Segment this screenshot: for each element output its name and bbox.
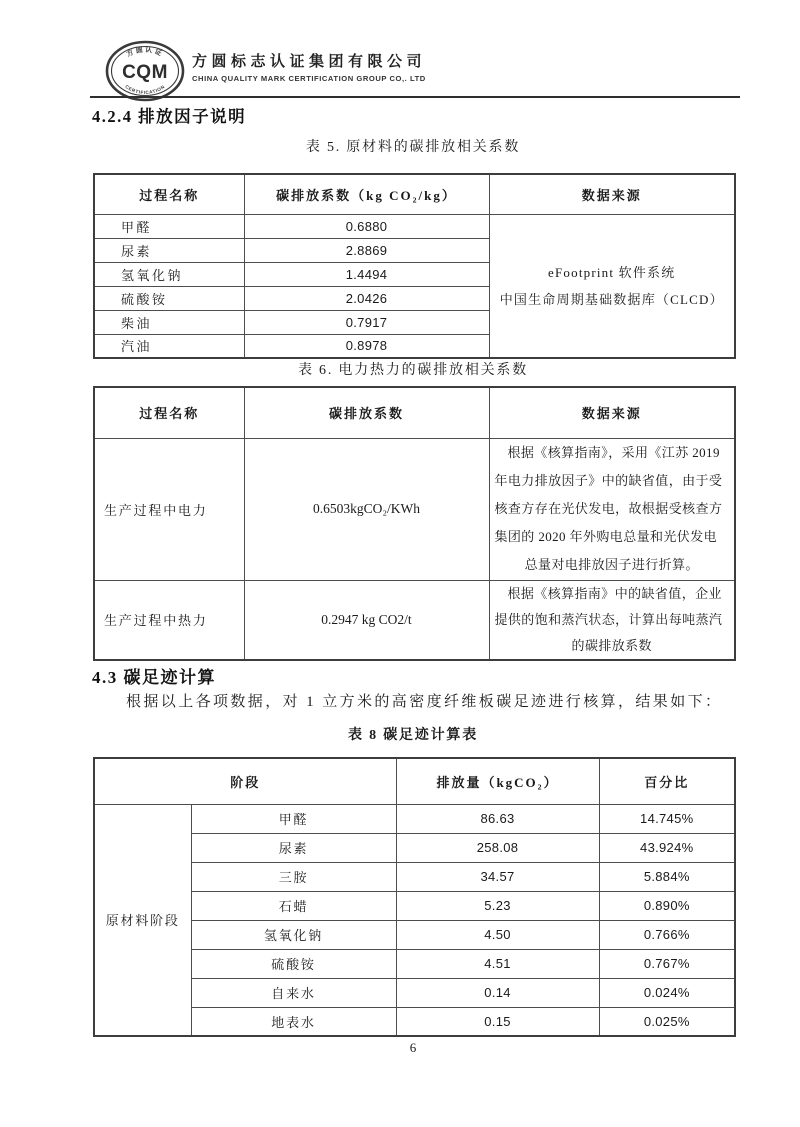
percent-value-cell: 0.024% [599,978,735,1007]
table-row [94,949,735,978]
emission-value-cell: 4.51 [396,949,599,978]
emission-value-cell: 4.50 [396,920,599,949]
section-43-heading: 4.3 碳足迹计算 [92,668,216,687]
table-row [94,833,735,862]
table-header-row [94,758,735,804]
table-raw-material-factors [93,173,736,359]
substance-name-cell: 三胺 [191,862,396,891]
cqm-seal-icon [104,38,186,104]
source-line: eFootprint 软件系统 [548,264,676,280]
section-424-heading: 4.2.4 排放因子说明 [92,107,247,126]
table-row [94,978,735,1007]
process-name-cell: 硫酸铵 [94,286,244,310]
process-name-cell: 氢氧化钠 [94,262,244,286]
percent-value-cell: 0.766% [599,920,735,949]
t8-col-percent: 百分比 [599,758,735,804]
source-line: 总量对电排放因子进行折算。 [524,557,699,573]
logo-abbr-text: CQM [122,62,168,83]
factor-value-cell: 2.8869 [244,238,489,262]
source-line: 核查方存在光伏发电，故根据受核查方 [494,500,723,516]
t6-col-process: 过程名称 [94,387,244,438]
factor-value-cell: 0.6503kgCO₂/KWh [244,438,489,580]
source-line: 根据《核算指南》中的缺省值，企业 [507,585,722,601]
substance-name-cell: 硫酸铵 [191,949,396,978]
table-header-row [94,387,735,438]
percent-value-cell: 5.884% [599,862,735,891]
percent-value-cell: 0.767% [599,949,735,978]
t5-col-process: 过程名称 [94,174,244,214]
table-row [94,891,735,920]
percent-value-cell: 0.025% [599,1007,735,1036]
table-row [94,580,735,660]
table6-caption: 表 6. 电力热力的碳排放相关系数 [297,363,529,378]
factor-value-cell: 0.8978 [244,334,489,358]
company-name-en: CHINA QUALITY MARK CERTIFICATION GROUP CO,. LTD [192,74,426,83]
table-row [94,214,735,238]
t6-col-factor: 碳排放系数 [244,387,489,438]
t5-col-source: 数据来源 [489,174,735,214]
logo-arc-top-text: 方圆认证 [125,45,165,59]
emission-value-cell: 0.15 [396,1007,599,1036]
factor-value-cell: 0.6880 [244,214,489,238]
percent-value-cell: 43.924% [599,833,735,862]
percent-value-cell: 0.890% [599,891,735,920]
substance-name-cell: 氢氧化钠 [191,920,396,949]
factor-value-cell: 0.2947 kg CO2/t [244,580,489,660]
factor-value-cell: 1.4494 [244,262,489,286]
data-source-cell [489,214,735,358]
t5-col-factor: 碳排放系数（kg CO₂/kg） [244,174,489,214]
table-row [94,438,735,580]
section-43-paragraph: 根据以上各项数据，对 1 立方米的高密度纤维板碳足迹进行核算，结果如下： [126,694,723,710]
table-energy-factors [93,386,736,661]
table-row [94,862,735,891]
substance-name-cell: 石蜡 [191,891,396,920]
data-source-cell [489,580,735,660]
t6-col-source: 数据来源 [489,387,735,438]
source-line: 年电力排放因子》中的缺省值，由于受 [494,472,723,488]
process-name-cell: 尿素 [94,238,244,262]
table-row [94,920,735,949]
source-line: 根据《核算指南》，采用《江苏 2019 [507,444,720,460]
factor-value-cell: 2.0426 [244,286,489,310]
t8-col-stage: 阶段 [94,758,396,804]
substance-name-cell: 尿素 [191,833,396,862]
source-line: 提供的饱和蒸汽状态，计算出每吨蒸汽 [494,611,723,627]
process-name-cell: 生产过程中电力 [94,438,244,580]
substance-name-cell: 地表水 [191,1007,396,1036]
source-line: 集团的 2020 年外购电总量和光伏发电 [494,529,718,545]
substance-name-cell: 自来水 [191,978,396,1007]
table-carbon-footprint [93,757,736,1037]
emission-value-cell: 0.14 [396,978,599,1007]
company-name-cn: 方圆标志认证集团有限公司 [192,54,427,70]
process-name-cell: 生产过程中热力 [94,580,244,660]
source-line: 的碳排放系数 [571,637,652,653]
emission-value-cell: 5.23 [396,891,599,920]
source-line: 中国生命周期基础数据库（CLCD） [499,291,724,307]
table8-caption: 表 8 碳足迹计算表 [348,728,478,743]
process-name-cell: 柴油 [94,310,244,334]
cqm-logo [104,38,186,104]
table5-caption: 表 5. 原材料的碳排放相关系数 [305,140,521,155]
header-divider [90,96,740,98]
emission-value-cell: 34.57 [396,862,599,891]
substance-name-cell: 甲醛 [191,804,396,833]
stage-label-cell: 原材料阶段 [94,804,191,1036]
percent-value-cell: 14.745% [599,804,735,833]
process-name-cell: 汽油 [94,334,244,358]
t8-col-emission: 排放量（kgCO₂） [396,758,599,804]
logo-arc-bottom-text: CERTIFICATION [124,84,166,96]
factor-value-cell: 0.7917 [244,310,489,334]
emission-value-cell: 258.08 [396,833,599,862]
page-number: 6 [409,1040,417,1055]
emission-value-cell: 86.63 [396,804,599,833]
table-row [94,804,735,833]
table-row [94,1007,735,1036]
table-header-row [94,174,735,214]
data-source-cell [489,438,735,580]
process-name-cell: 甲醛 [94,214,244,238]
